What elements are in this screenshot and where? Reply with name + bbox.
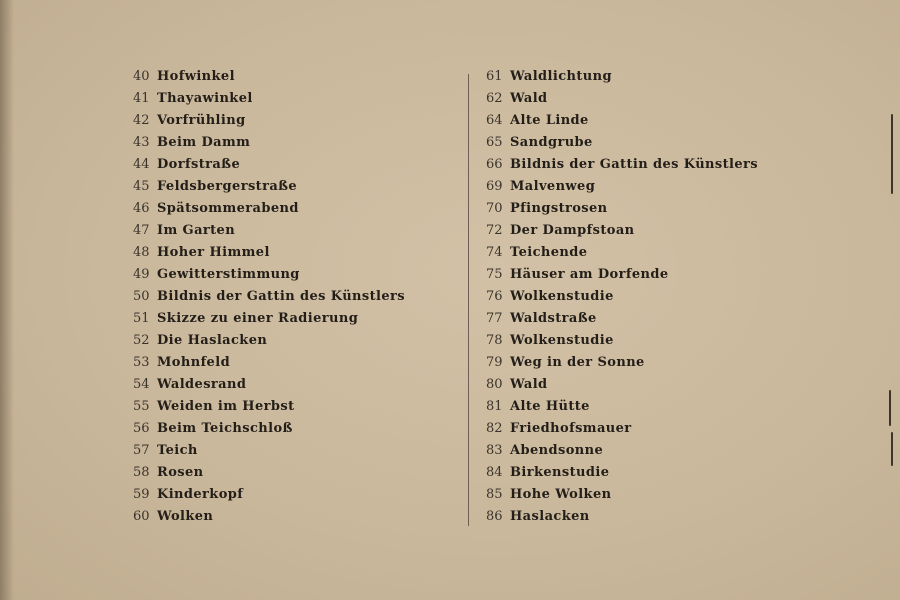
catalog-entry: [486, 438, 826, 460]
entry-number: 43: [133, 135, 150, 150]
catalog-entry: [133, 460, 453, 482]
catalog-entry: [133, 328, 453, 350]
entry-number: 64: [486, 113, 503, 128]
catalog-entry: [486, 306, 826, 328]
catalog-entry: [133, 438, 453, 460]
left-column-list: [133, 64, 453, 526]
entry-number: 54: [133, 377, 150, 392]
entry-number: 47: [133, 223, 150, 238]
catalog-entry: [133, 130, 453, 152]
entry-number: 77: [486, 311, 503, 326]
entry-title: Vorfrühling: [157, 113, 246, 128]
entry-number: 65: [486, 135, 503, 150]
entry-title: Alte Hütte: [510, 399, 590, 414]
entry-title: Dorfstraße: [157, 157, 241, 172]
binding-mark: [889, 390, 891, 426]
catalog-entry: [133, 372, 453, 394]
entry-title: Wolkenstudie: [510, 289, 614, 304]
catalog-entry: [486, 482, 826, 504]
entry-number: 61: [486, 69, 503, 84]
catalog-entry: [486, 460, 826, 482]
entry-title: Häuser am Dorfende: [510, 267, 669, 282]
catalog-entry: [486, 64, 826, 86]
entry-number: 76: [486, 289, 503, 304]
entry-number: 86: [486, 509, 503, 524]
entry-title: Weg in der Sonne: [510, 355, 645, 370]
entry-number: 82: [486, 421, 503, 436]
entry-title: Wolkenstudie: [510, 333, 614, 348]
entry-number: 55: [133, 399, 150, 414]
entry-title: Hofwinkel: [157, 69, 235, 84]
catalog-entry: [133, 152, 453, 174]
catalog-entry: [486, 130, 826, 152]
entry-title: Abendsonne: [510, 443, 604, 458]
catalog-entry: [486, 196, 826, 218]
entry-number: 42: [133, 113, 150, 128]
entry-title: Mohnfeld: [157, 355, 231, 370]
catalog-entry: [486, 240, 826, 262]
entry-title: Friedhofsmauer: [510, 421, 632, 436]
page-edge-shadow: [0, 0, 14, 600]
catalog-entry: [486, 174, 826, 196]
catalog-entry: [133, 394, 453, 416]
entry-title: Malvenweg: [510, 179, 596, 194]
catalog-entry: [133, 416, 453, 438]
entry-title: Beim Damm: [157, 135, 251, 150]
catalog-entry: [486, 262, 826, 284]
entry-number: 74: [486, 245, 503, 260]
entry-number: 62: [486, 91, 503, 106]
entry-number: 70: [486, 201, 503, 216]
catalog-entry: [486, 284, 826, 306]
catalog-entry: [486, 86, 826, 108]
entry-title: Wald: [510, 91, 548, 106]
entry-number: 51: [133, 311, 150, 326]
entry-number: 48: [133, 245, 150, 260]
entry-title: Wald: [510, 377, 548, 392]
entry-title: Wolken: [157, 509, 214, 524]
entry-title: Feldsbergerstraße: [157, 179, 298, 194]
catalog-entry: [133, 504, 453, 526]
entry-title: Der Dampfstoan: [510, 223, 635, 238]
binding-mark: [891, 432, 893, 466]
entry-number: 52: [133, 333, 150, 348]
entry-title: Teichende: [510, 245, 588, 260]
right-column-list: [486, 64, 826, 526]
entry-number: 40: [133, 69, 150, 84]
entry-title: Skizze zu einer Radierung: [157, 311, 359, 326]
catalog-entry: [133, 284, 453, 306]
entry-number: 59: [133, 487, 150, 502]
entry-number: 81: [486, 399, 503, 414]
entry-number: 69: [486, 179, 503, 194]
catalog-entry: [133, 350, 453, 372]
catalog-entry: [486, 394, 826, 416]
entry-title: Rosen: [157, 465, 204, 480]
entry-title: Haslacken: [510, 509, 590, 524]
entry-title: Birkenstudie: [510, 465, 610, 480]
catalog-entry: [133, 306, 453, 328]
catalog-entry: [133, 86, 453, 108]
entry-title: Waldstraße: [510, 311, 597, 326]
column-divider: [468, 74, 469, 526]
entry-title: Waldesrand: [157, 377, 247, 392]
entry-number: 46: [133, 201, 150, 216]
entry-number: 72: [486, 223, 503, 238]
catalog-entry: [133, 240, 453, 262]
catalog-entry: [133, 64, 453, 86]
entry-title: Beim Teichschloß: [157, 421, 293, 436]
entry-title: Waldlichtung: [510, 69, 612, 84]
entry-number: 45: [133, 179, 150, 194]
entry-title: Bildnis der Gattin des Künstlers: [157, 289, 405, 304]
entry-title: Kinderkopf: [157, 487, 244, 502]
entry-title: Hoher Himmel: [157, 245, 270, 260]
catalog-entry: [486, 218, 826, 240]
binding-mark: [891, 114, 893, 194]
catalog-entry: [486, 372, 826, 394]
catalog-entry: [486, 328, 826, 350]
entry-number: 41: [133, 91, 150, 106]
entry-number: 78: [486, 333, 503, 348]
entry-title: Spätsommerabend: [157, 201, 299, 216]
catalog-entry: [133, 218, 453, 240]
catalog-entry: [486, 152, 826, 174]
catalog-entry: [486, 416, 826, 438]
entry-title: Die Haslacken: [157, 333, 268, 348]
catalog-entry: [133, 108, 453, 130]
entry-number: 57: [133, 443, 150, 458]
entry-number: 75: [486, 267, 503, 282]
entry-number: 56: [133, 421, 150, 436]
catalog-entry: [486, 504, 826, 526]
catalog-entry: [486, 350, 826, 372]
entry-number: 79: [486, 355, 503, 370]
entry-number: 85: [486, 487, 503, 502]
catalog-entry: [486, 108, 826, 130]
entry-title: Thayawinkel: [157, 91, 253, 106]
entry-number: 84: [486, 465, 503, 480]
entry-title: Weiden im Herbst: [157, 399, 295, 414]
entry-number: 83: [486, 443, 503, 458]
entry-number: 66: [486, 157, 503, 172]
entry-title: Im Garten: [157, 223, 236, 238]
entry-title: Hohe Wolken: [510, 487, 612, 502]
entry-title: Gewitterstimmung: [157, 267, 300, 282]
entry-number: 50: [133, 289, 150, 304]
catalog-entry: [133, 262, 453, 284]
entry-title: Sandgrube: [510, 135, 593, 150]
entry-number: 49: [133, 267, 150, 282]
entry-title: Bildnis der Gattin des Künstlers: [510, 157, 758, 172]
catalog-entry: [133, 482, 453, 504]
catalog-entry: [133, 174, 453, 196]
catalog-entry: [133, 196, 453, 218]
entry-number: 53: [133, 355, 150, 370]
entry-title: Teich: [157, 443, 198, 458]
entry-number: 60: [133, 509, 150, 524]
entry-title: Pfingstrosen: [510, 201, 608, 216]
entry-number: 80: [486, 377, 503, 392]
entry-number: 44: [133, 157, 150, 172]
entry-title: Alte Linde: [510, 113, 589, 128]
entry-number: 58: [133, 465, 150, 480]
